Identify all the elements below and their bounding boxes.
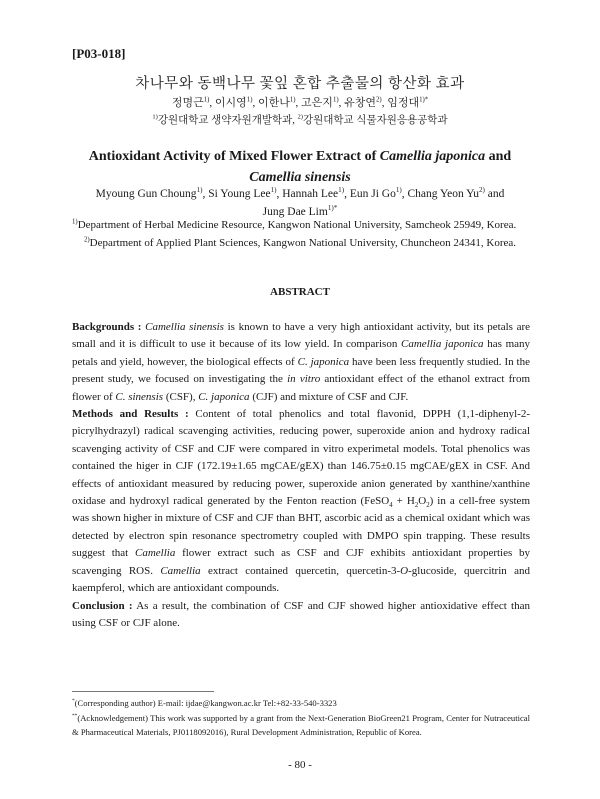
author-affil-mark: 1)* — [327, 204, 338, 213]
text-run: extract contained quercetin, quercetin-3- — [200, 564, 401, 577]
species-name: Camellia — [135, 547, 176, 560]
affil-text: 강원대학교 생약자원개발학과 — [157, 115, 293, 126]
affil-mark: 1) — [152, 113, 158, 121]
footnote-text: (Acknowledgement) This work was supported by a grant from the Next-Generation BioGreen21 Program, Center for Nutraceutical & Pharmaceutical Materials, PJ0118092016), Rural Development Administration, Republic of Korea. — [72, 713, 530, 737]
korean-title: 차나무와 동백나무 꽃잎 혼합 추출물의 항산화 효과 — [135, 76, 465, 92]
english-authors: Myoung Gun Choung$^{1)}$, Si Young Lee$^{1)}$, Hannah Lee$^{1)}$, Eun Ji Go$^{1)}$, Chang Yeon Yu$^{2)}$ and Jung Dae Lim$^{1)*}$ — [95, 186, 505, 218]
species-name: C. sinensis — [115, 390, 164, 403]
subscript: 2 — [414, 502, 419, 510]
section-label: Conclusion : — [72, 599, 133, 612]
affil-mark: 1) — [72, 218, 78, 226]
author-affil-mark: 1) — [289, 96, 296, 104]
author-name: Jung Dae Lim — [262, 206, 328, 218]
affil-text: Department of Applied Plant Sciences, Kangwon National University, Chuncheon 24341, Korea. — [89, 237, 517, 249]
italic-term: O — [400, 564, 409, 577]
footnote-corresponding — [72, 696, 530, 710]
poster-code: [P03-018] — [72, 46, 126, 61]
text-run: is known to have a very high antioxidant activity, but its petals are small and it is difficult to use it because of its low yield. In comparison — [72, 321, 531, 351]
subscript: 4 — [389, 502, 393, 510]
species-name: C. japonica — [198, 390, 250, 403]
text-run: (CJF) and mixture of CSF and CJF. — [249, 390, 409, 403]
species-name: Camellia japonica — [401, 338, 484, 351]
author-affil-mark: 1)* — [419, 96, 429, 104]
abstract-methods — [72, 406, 530, 597]
author-affil-mark: 1) — [395, 186, 402, 195]
abstract-heading: ABSTRACT — [270, 286, 330, 298]
footnote-divider — [72, 691, 214, 692]
affil-text: Department of Herbal Medicine Resource, Kangwon National University, Samcheok 25949, Korea. — [77, 219, 517, 231]
abstract-backgrounds — [72, 319, 530, 406]
section-label: Backgrounds : — [72, 321, 142, 333]
author-name: 임정대 — [387, 97, 420, 109]
text-run: has many petals and yield, however, the biological effects of — [72, 338, 531, 368]
affil-mark: 2) — [83, 236, 90, 244]
text-run: O — [418, 495, 427, 508]
abstract-body — [72, 319, 530, 632]
english-affiliation-1 — [72, 217, 528, 234]
text-run: + H — [392, 495, 415, 508]
footnote-mark: * — [72, 698, 75, 705]
korean-authors: 정명근$^{1)}$, 이시영$^{1)}$, 이한나$^{1)}$, 고은지$^{1)}$, 유창연$^{2)}$, 임정대$^{1)*}$ — [171, 96, 429, 109]
text-run: flower extract such as CSF and CJF exhibits antioxidant properties by scavenging ROS. — [72, 547, 531, 577]
text-run: Content of total phenolics and total flavonid, DPPH (1,1-diphenyl-2-picrylhydrazyl) radical scavenging activities, reducing power, superoxide anion and hydroxy radical scavenging activity of CSF and CJF were compared in vitro experimetal models. Total phenolics was contained the higer in CJF (172.19±1.65 mgCAE/gEX) than 146.75±0.15 mgCAE/gEX in CSF. And effects of antioxidant measured by reducing power, superoxide anion generated by xanthine/xanthine oxidase and hydroxyl radical generated by the Fenton reaction (FeSO — [72, 408, 530, 508]
text-run: ) in a cell-free system was shown higher in mixture of CSF and CJF than BHT, ascorbic acid as a chemical oxidant which was detected by electron spin resonance spectrometry coupled with DMPO spin trapping. These results suggest that — [72, 495, 530, 560]
author-name: Chang Yeon Yu — [407, 188, 479, 200]
species-name: C. japonica — [297, 355, 350, 368]
title-species: Camellia sinensis — [249, 170, 351, 185]
affil-text: 강원대학교 식물자원응용공학과 — [302, 115, 448, 126]
text-run: have been less frequently studied. In the present study, we focused on investigating the — [72, 355, 530, 386]
author-affil-mark: 2) — [376, 96, 382, 104]
title-part: Antioxidant Activity of Mixed Flower Extract of — [88, 149, 380, 164]
author-name: 유창연 — [344, 97, 377, 109]
korean-affiliations: $^{1)}$강원대학교 생약자원개발학과, $^{2)}$강원대학교 식물자원응용공학과 — [152, 113, 448, 126]
affil-mark: 2) — [297, 113, 303, 121]
author-affil-mark: 1) — [332, 96, 339, 104]
abstract-conclusion — [72, 598, 530, 633]
author-affil-mark: 1) — [246, 96, 253, 104]
subscript: 2 — [426, 502, 430, 510]
author-name: 이시영 — [214, 97, 247, 109]
text-run: -glucoside, quercitrin and kaempferol, which are antioxidant compounds. — [72, 564, 531, 595]
author-name: Hannah Lee — [282, 188, 339, 200]
footnote-mark: ** — [72, 713, 78, 720]
text-run: As a result, the combination of CSF and CJF showed higher antioxidative effect than using CSF or CJF alone. — [72, 599, 530, 629]
author-affil-mark: 1) — [270, 186, 277, 195]
italic-term: in vitro — [287, 373, 321, 386]
author-affil-mark: 1) — [196, 186, 203, 195]
author-name: 이한나 — [257, 97, 290, 109]
author-name: 정명근 — [171, 97, 204, 109]
section-label: Methods and Results : — [72, 408, 189, 421]
footnote-acknowledgement — [72, 711, 530, 739]
title-species: Camellia japonica — [379, 149, 486, 164]
author-affil-mark: 1) — [203, 96, 210, 104]
footnote-text: (Corresponding author) E-mail: ijdae@kangwon.ac.kr Tel:+82-33-540-3323 — [74, 698, 337, 708]
author-name: Eun Ji Go — [349, 188, 396, 200]
english-title — [60, 146, 540, 188]
species-name: Camellia sinensis — [145, 321, 224, 333]
author-name: Myoung Gun Choung — [95, 188, 197, 200]
author-affil-mark: 2) — [478, 186, 485, 195]
title-part: and — [485, 149, 512, 164]
text-run: (CSF), — [163, 390, 199, 403]
author-name: 고은지 — [301, 97, 333, 109]
english-affiliation-2 — [72, 235, 528, 252]
page-number: - 80 - — [288, 759, 312, 771]
species-name: Camellia — [160, 564, 201, 577]
author-name: Si Young Lee — [208, 188, 271, 200]
text-run: antioxidant effect of the ethanol extract from flower of — [72, 373, 530, 403]
author-affil-mark: 1) — [338, 186, 345, 195]
